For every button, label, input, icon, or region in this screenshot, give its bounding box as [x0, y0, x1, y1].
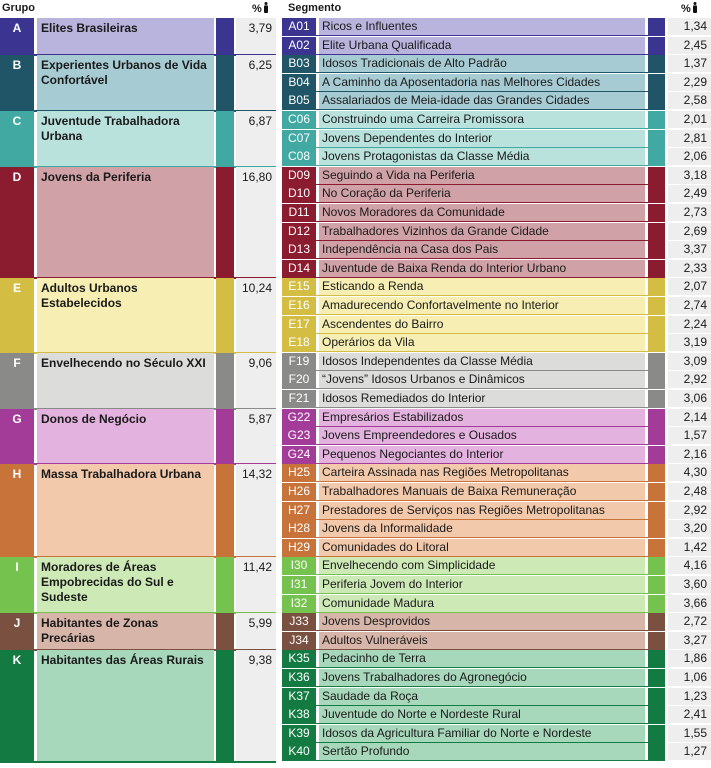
- segment-pct: 2,24: [668, 316, 711, 333]
- segment-pct: 2,06: [668, 148, 711, 165]
- segment-color-strip: [648, 725, 665, 742]
- segment-code: J33: [282, 613, 316, 630]
- segment-row: [282, 297, 711, 315]
- segment-code: E18: [282, 334, 316, 351]
- segment-name: Esticando a Renda: [319, 278, 645, 295]
- segment-code: H25: [282, 464, 316, 481]
- segment-row: [282, 167, 711, 185]
- segment-pct: 2,72: [668, 613, 711, 630]
- segment-pct: 1,37: [668, 55, 711, 72]
- segment-color-strip: [648, 539, 665, 556]
- segment-name: Jovens Empreendedores e Ousados: [319, 427, 645, 444]
- segment-name: Novos Moradores da Comunidade: [319, 204, 645, 221]
- group-name: Moradores de Áreas Empobrecidas do Sul e Sudeste: [37, 557, 214, 613]
- segment-color-strip: [648, 743, 665, 760]
- segment-pct: 1,34: [668, 18, 711, 35]
- group-row: [0, 464, 276, 557]
- segment-name: Prestadores de Serviços nas Regiões Metropolitanas: [319, 502, 645, 519]
- segment-color-strip: [648, 409, 665, 426]
- group-name: Habitantes de Zonas Precárias: [37, 613, 214, 650]
- segment-name: Envelhecendo com Simplicidade: [319, 557, 645, 574]
- segment-pct: 2,92: [668, 371, 711, 388]
- segment-pct: 3,19: [668, 334, 711, 351]
- segment-code: E15: [282, 278, 316, 295]
- segment-pct: 1,27: [668, 743, 711, 760]
- segment-code: K40: [282, 743, 316, 760]
- group-name: Jovens da Periferia: [37, 167, 214, 279]
- group-name: Experientes Urbanos de Vida Confortável: [37, 55, 214, 111]
- group-color-strip: [216, 18, 234, 55]
- group-code: G: [0, 409, 34, 465]
- segment-color-strip: [648, 278, 665, 295]
- segment-name: Empresários Estabilizados: [319, 409, 645, 426]
- segment-row: [282, 650, 711, 668]
- segment-row: [282, 502, 711, 520]
- segment-color-strip: [648, 167, 665, 184]
- segment-color-strip: [648, 37, 665, 54]
- group-pct: 3,79: [236, 18, 276, 55]
- segment-code: G22: [282, 409, 316, 426]
- segment-name: Pedacinho de Terra: [319, 650, 645, 667]
- segment-name: Trabalhadores Manuais de Baixa Remuneração: [319, 483, 645, 500]
- group-pct: 6,87: [236, 111, 276, 167]
- segment-name: Carteira Assinada nas Regiões Metropolitanas: [319, 464, 645, 481]
- segment-color-strip: [648, 520, 665, 537]
- group-pct: 10,24: [236, 278, 276, 352]
- segment-pct: 2,49: [668, 185, 711, 202]
- segment-color-strip: [648, 297, 665, 314]
- grupo-header: Grupo: [2, 2, 35, 14]
- segment-pct: 4,16: [668, 557, 711, 574]
- segment-name: Trabalhadores Vizinhos da Grande Cidade: [319, 223, 645, 240]
- segment-color-strip: [648, 706, 665, 723]
- segment-pct: 3,37: [668, 241, 711, 258]
- segment-pct: 2,16: [668, 446, 711, 463]
- segment-name: Jovens Dependentes do Interior: [319, 130, 645, 147]
- segment-color-strip: [648, 204, 665, 221]
- segment-name: Amadurecendo Confortavelmente no Interior: [319, 297, 645, 314]
- segment-name: Pequenos Negociantes do Interior: [319, 446, 645, 463]
- segment-row: [282, 185, 711, 203]
- person-icon: [263, 2, 269, 13]
- segment-color-strip: [648, 353, 665, 370]
- segment-name: Saudade da Roça: [319, 688, 645, 705]
- segment-row: [282, 595, 711, 613]
- segment-row: [282, 446, 711, 464]
- segment-code: A01: [282, 18, 316, 35]
- segment-color-strip: [648, 334, 665, 351]
- segment-pct: 3,09: [668, 353, 711, 370]
- segment-row: [282, 427, 711, 445]
- segment-name: Juventude do Norte e Nordeste Rural: [319, 706, 645, 723]
- group-name: Adultos Urbanos Estabelecidos: [37, 278, 214, 352]
- table-header: [0, 0, 711, 18]
- segment-pct: 2,14: [668, 409, 711, 426]
- segment-code: D10: [282, 185, 316, 202]
- segment-row: [282, 334, 711, 352]
- segment-row: [282, 483, 711, 501]
- segment-name: Periferia Jovem do Interior: [319, 576, 645, 593]
- segment-color-strip: [648, 371, 665, 388]
- group-separator: [0, 761, 276, 763]
- segment-name: Comunidade Madura: [319, 595, 645, 612]
- segment-pct: 2,69: [668, 223, 711, 240]
- group-pct: 5,87: [236, 409, 276, 465]
- group-color-strip: [216, 650, 234, 762]
- group-name: Habitantes das Áreas Rurais: [37, 650, 214, 762]
- segment-code: D12: [282, 223, 316, 240]
- segment-row: [282, 148, 711, 166]
- segment-code: F21: [282, 390, 316, 407]
- segment-name: Construindo uma Carreira Promissora: [319, 111, 645, 128]
- segment-color-strip: [648, 316, 665, 333]
- segment-code: C06: [282, 111, 316, 128]
- group-color-strip: [216, 353, 234, 409]
- group-name: Massa Trabalhadora Urbana: [37, 464, 214, 557]
- segment-pct: 3,20: [668, 520, 711, 537]
- segment-color-strip: [648, 632, 665, 649]
- segment-name: “Jovens” Idosos Urbanos e Dinâmicos: [319, 371, 645, 388]
- group-color-strip: [216, 464, 234, 557]
- segment-pct: 2,01: [668, 111, 711, 128]
- group-pct: 16,80: [236, 167, 276, 279]
- segment-row: [282, 74, 711, 92]
- segment-code: B03: [282, 55, 316, 72]
- group-color-strip: [216, 613, 234, 650]
- segment-pct: 1,23: [668, 688, 711, 705]
- group-code: H: [0, 464, 34, 557]
- segment-color-strip: [648, 464, 665, 481]
- group-pct: 6,25: [236, 55, 276, 111]
- segment-color-strip: [648, 650, 665, 667]
- group-row: [0, 111, 276, 167]
- group-code: B: [0, 55, 34, 111]
- segment-code: K36: [282, 669, 316, 686]
- segment-code: H29: [282, 539, 316, 556]
- segment-code: K39: [282, 725, 316, 742]
- segment-code: F19: [282, 353, 316, 370]
- segment-name: Ascendentes do Bairro: [319, 316, 645, 333]
- group-color-strip: [216, 409, 234, 465]
- segment-color-strip: [648, 613, 665, 630]
- segment-row: [282, 353, 711, 371]
- segment-name: A Caminho da Aposentadoria nas Melhores Cidades: [319, 74, 645, 91]
- segment-name: Operários da Vila: [319, 334, 645, 351]
- segment-color-strip: [648, 557, 665, 574]
- group-code: D: [0, 167, 34, 279]
- segment-color-strip: [648, 130, 665, 147]
- group-row: [0, 167, 276, 279]
- segment-code: A02: [282, 37, 316, 54]
- segment-pct: 2,41: [668, 706, 711, 723]
- segment-pct: 2,74: [668, 297, 711, 314]
- group-name: Donos de Negócio: [37, 409, 214, 465]
- group-color-strip: [216, 557, 234, 613]
- segment-row: [282, 111, 711, 129]
- segment-code: K37: [282, 688, 316, 705]
- segment-name: Jovens da Informalidade: [319, 520, 645, 537]
- group-row: [0, 557, 276, 613]
- segment-code: B05: [282, 92, 316, 109]
- segment-pct: 2,33: [668, 260, 711, 277]
- segment-code: C08: [282, 148, 316, 165]
- segment-code: D14: [282, 260, 316, 277]
- segment-name: Idosos Remediados do Interior: [319, 390, 645, 407]
- segment-row: [282, 725, 711, 743]
- segment-code: I31: [282, 576, 316, 593]
- segment-pct: 2,29: [668, 74, 711, 91]
- group-code: C: [0, 111, 34, 167]
- group-code: F: [0, 353, 34, 409]
- segment-pct: 2,48: [668, 483, 711, 500]
- segment-pct: 2,81: [668, 130, 711, 147]
- segment-color-strip: [648, 427, 665, 444]
- segment-code: H27: [282, 502, 316, 519]
- group-row: [0, 650, 276, 762]
- segment-code: I30: [282, 557, 316, 574]
- segment-row: [282, 632, 711, 650]
- segment-name: Ricos e Influentes: [319, 18, 645, 35]
- segment-row: [282, 241, 711, 259]
- segment-row: [282, 557, 711, 575]
- group-code: K: [0, 650, 34, 762]
- segment-color-strip: [648, 390, 665, 407]
- segment-code: D09: [282, 167, 316, 184]
- segment-row: [282, 520, 711, 538]
- segment-code: F20: [282, 371, 316, 388]
- segment-row: [282, 130, 711, 148]
- segment-color-strip: [648, 148, 665, 165]
- segment-name: Comunidades do Litoral: [319, 539, 645, 556]
- segment-pct: 1,55: [668, 725, 711, 742]
- segment-pct: 1,57: [668, 427, 711, 444]
- group-pct: 14,32: [236, 464, 276, 557]
- segment-name: Jovens Protagonistas da Classe Média: [319, 148, 645, 165]
- segment-name: No Coração da Periferia: [319, 185, 645, 202]
- segment-code: B04: [282, 74, 316, 91]
- segment-code: G23: [282, 427, 316, 444]
- segment-color-strip: [648, 502, 665, 519]
- group-row: [0, 353, 276, 409]
- segment-color-strip: [648, 74, 665, 91]
- segment-row: [282, 18, 711, 36]
- segment-name: Idosos Independentes da Classe Média: [319, 353, 645, 370]
- group-code: I: [0, 557, 34, 613]
- segment-pct-header: %: [681, 2, 698, 15]
- group-pct-header: %: [252, 2, 269, 15]
- segment-row: [282, 706, 711, 724]
- segment-color-strip: [648, 185, 665, 202]
- segment-code: E16: [282, 297, 316, 314]
- group-pct: 9,38: [236, 650, 276, 762]
- segment-color-strip: [648, 18, 665, 35]
- segment-color-strip: [648, 669, 665, 686]
- segment-row: [282, 371, 711, 389]
- segment-row: [282, 204, 711, 222]
- segment-row: [282, 390, 711, 408]
- person-icon: [692, 2, 698, 13]
- segment-color-strip: [648, 595, 665, 612]
- segment-code: I32: [282, 595, 316, 612]
- segment-row: [282, 223, 711, 241]
- group-color-strip: [216, 278, 234, 352]
- segment-name: Jovens Desprovidos: [319, 613, 645, 630]
- segment-name: Juventude de Baixa Renda do Interior Urbano: [319, 260, 645, 277]
- segment-pct: 4,30: [668, 464, 711, 481]
- segment-row: [282, 37, 711, 55]
- group-row: [0, 409, 276, 465]
- segment-color-strip: [648, 688, 665, 705]
- segment-row: [282, 576, 711, 594]
- segment-row: [282, 464, 711, 482]
- segment-name: Assalariados de Meia-idade das Grandes Cidades: [319, 92, 645, 109]
- segment-code: K35: [282, 650, 316, 667]
- group-code: A: [0, 18, 34, 55]
- segment-name: Elite Urbana Qualificada: [319, 37, 645, 54]
- group-name: Envelhecendo no Século XXI: [37, 353, 214, 409]
- segment-color-strip: [648, 92, 665, 109]
- segmento-header: Segmento: [288, 2, 342, 14]
- segment-code: H28: [282, 520, 316, 537]
- segment-pct: 3,66: [668, 595, 711, 612]
- segment-row: [282, 316, 711, 334]
- group-row: [0, 278, 276, 352]
- segment-color-strip: [648, 241, 665, 258]
- segment-pct: 2,07: [668, 278, 711, 295]
- segment-underline: [282, 760, 665, 761]
- segment-color-strip: [648, 55, 665, 72]
- segment-row: [282, 688, 711, 706]
- segment-name: Independência na Casa dos Pais: [319, 241, 645, 258]
- segment-name: Sertão Profundo: [319, 743, 645, 760]
- segment-color-strip: [648, 576, 665, 593]
- segment-pct: 1,86: [668, 650, 711, 667]
- segment-name: Idosos Tradicionais de Alto Padrão: [319, 55, 645, 72]
- group-pct: 9,06: [236, 353, 276, 409]
- segment-row: [282, 669, 711, 687]
- group-code: J: [0, 613, 34, 650]
- segment-code: D13: [282, 241, 316, 258]
- segment-color-strip: [648, 111, 665, 128]
- group-pct: 5,99: [236, 613, 276, 650]
- segment-row: [282, 743, 711, 761]
- group-row: [0, 18, 276, 55]
- group-row: [0, 613, 276, 650]
- segment-code: K38: [282, 706, 316, 723]
- group-color-strip: [216, 111, 234, 167]
- segment-color-strip: [648, 260, 665, 277]
- segment-pct: 2,45: [668, 37, 711, 54]
- segment-code: J34: [282, 632, 316, 649]
- group-color-strip: [216, 55, 234, 111]
- segment-code: E17: [282, 316, 316, 333]
- group-pct: 11,42: [236, 557, 276, 613]
- segment-row: [282, 260, 711, 278]
- segment-pct: 2,58: [668, 92, 711, 109]
- segment-pct: 3,06: [668, 390, 711, 407]
- segment-pct: 2,92: [668, 502, 711, 519]
- segment-pct: 2,73: [668, 204, 711, 221]
- segment-pct: 1,42: [668, 539, 711, 556]
- segment-code: C07: [282, 130, 316, 147]
- segment-row: [282, 55, 711, 73]
- group-code: E: [0, 278, 34, 352]
- segment-name: Idosos da Agricultura Familiar do Norte e Nordeste: [319, 725, 645, 742]
- segment-code: H26: [282, 483, 316, 500]
- segment-row: [282, 92, 711, 110]
- segment-pct: 3,18: [668, 167, 711, 184]
- segment-pct: 3,60: [668, 576, 711, 593]
- segment-row: [282, 409, 711, 427]
- segment-color-strip: [648, 483, 665, 500]
- segment-name: Jovens Trabalhadores do Agronegócio: [319, 669, 645, 686]
- group-name: Juventude Trabalhadora Urbana: [37, 111, 214, 167]
- segment-pct: 3,27: [668, 632, 711, 649]
- group-name: Elites Brasileiras: [37, 18, 214, 55]
- group-row: [0, 55, 276, 111]
- segment-row: [282, 613, 711, 631]
- segment-color-strip: [648, 223, 665, 240]
- segment-color-strip: [648, 446, 665, 463]
- segment-code: G24: [282, 446, 316, 463]
- segment-pct: 1,06: [668, 669, 711, 686]
- segment-row: [282, 539, 711, 557]
- segment-name: Seguindo a Vida na Periferia: [319, 167, 645, 184]
- segment-code: D11: [282, 204, 316, 221]
- segment-row: [282, 278, 711, 296]
- group-color-strip: [216, 167, 234, 279]
- segment-name: Adultos Vulneráveis: [319, 632, 645, 649]
